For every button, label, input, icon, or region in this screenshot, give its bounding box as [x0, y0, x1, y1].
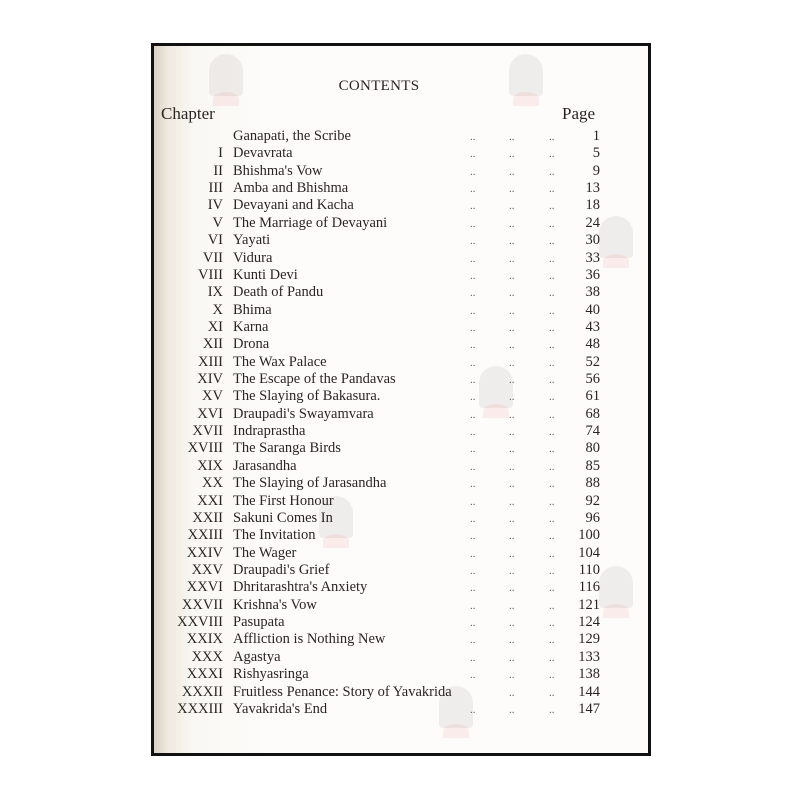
chapter-number: IX — [207, 284, 223, 301]
chapter-title: Yavakrida's End — [233, 700, 328, 717]
dot-leader: .. — [509, 252, 515, 265]
contents-entry — [154, 475, 648, 492]
page-number: 92 — [585, 492, 600, 509]
dot-leader: .. — [470, 669, 476, 682]
chapter-title: The Slaying of Bakasura. — [233, 388, 381, 405]
dot-leader: .. — [549, 304, 555, 317]
page-number: 1 — [592, 128, 600, 144]
dot-leader: .. — [470, 339, 476, 352]
contents-entry — [154, 371, 648, 388]
dot-leader: .. — [470, 582, 476, 595]
page-number: 100 — [578, 527, 600, 544]
page-number: 30 — [585, 232, 600, 249]
dot-leader: .. — [549, 617, 555, 630]
page-number: 85 — [585, 457, 600, 474]
dot-leader: .. — [509, 512, 515, 525]
dot-leader: .. — [509, 200, 515, 213]
dot-leader: .. — [549, 634, 555, 647]
contents-entry — [154, 284, 648, 301]
contents-entry — [154, 579, 648, 596]
chapter-number: XIX — [197, 457, 223, 474]
dot-leader: .. — [549, 356, 555, 369]
chapter-number: XVIII — [187, 440, 223, 457]
contents-entry — [154, 440, 648, 457]
page-number: 48 — [585, 336, 600, 353]
page-number: 88 — [585, 475, 600, 492]
dot-leader: .. — [470, 356, 476, 369]
dot-leader: .. — [549, 478, 555, 491]
page-number: 33 — [585, 249, 600, 266]
dot-leader: .. — [549, 512, 555, 525]
chapter-number: XXXI — [186, 666, 223, 683]
page-number: 68 — [585, 405, 600, 422]
dot-leader: .. — [509, 617, 515, 630]
chapter-number: XI — [207, 318, 223, 335]
chapter-number: XX — [202, 475, 223, 492]
dot-leader: .. — [549, 148, 555, 161]
chapter-title: Vidura — [233, 249, 273, 266]
dot-leader: .. — [509, 235, 515, 248]
chapter-number: V — [212, 214, 223, 231]
dot-leader: .. — [470, 304, 476, 317]
dot-leader: .. — [470, 495, 476, 508]
page-number: 36 — [585, 266, 600, 283]
chapter-title: Fruitless Penance: Story of Yavakrida — [233, 683, 452, 700]
dot-leader: .. — [549, 530, 555, 543]
contents-entry — [154, 684, 648, 701]
contents-entry — [154, 336, 648, 353]
contents-entry — [154, 597, 648, 614]
dot-leader: .. — [549, 131, 555, 143]
dot-leader: .. — [509, 547, 515, 560]
chapter-number: XV — [202, 388, 223, 405]
dot-leader: .. — [470, 391, 476, 404]
page-number: 96 — [585, 509, 600, 526]
dot-leader: .. — [509, 703, 515, 716]
chapter-title: Ganapati, the Scribe — [233, 128, 351, 144]
dot-leader: .. — [549, 686, 555, 699]
dot-leader: .. — [549, 200, 555, 213]
contents-entry — [154, 649, 648, 666]
page-title: CONTENTS — [338, 78, 420, 94]
chapter-number: XXI — [197, 492, 223, 509]
page-number: 9 — [592, 162, 600, 179]
chapter-title: Krishna's Vow — [233, 596, 317, 613]
contents-entry — [154, 458, 648, 475]
page-number: 138 — [578, 666, 600, 683]
chapter-title: Death of Pandu — [233, 284, 324, 301]
dot-leader: .. — [509, 530, 515, 543]
page-number: 110 — [578, 562, 600, 578]
dot-leader: .. — [470, 408, 476, 421]
dot-leader: .. — [549, 408, 555, 421]
dot-leader: .. — [509, 460, 515, 473]
chapter-title: The Marriage of Devayani — [233, 214, 388, 231]
dot-leader: .. — [470, 165, 476, 178]
chapter-number: XVI — [197, 405, 223, 422]
contents-entry — [154, 701, 648, 718]
chapter-number: II — [213, 162, 223, 179]
contents-entry — [154, 562, 648, 579]
dot-leader: .. — [549, 339, 555, 352]
chapter-title: Indraprastha — [233, 423, 306, 440]
chapter-title: The Wax Palace — [233, 353, 327, 370]
chapter-title: Sakuni Comes In — [233, 509, 333, 526]
chapter-number: XXVI — [186, 579, 223, 596]
page-column-header: Page — [562, 104, 596, 123]
page-number: 56 — [585, 371, 600, 388]
contents-entry — [154, 614, 648, 631]
dot-leader: .. — [509, 287, 515, 300]
chapter-number: XIII — [198, 353, 223, 370]
page-number: 18 — [585, 197, 600, 214]
contents-entry — [154, 180, 648, 197]
dot-leader: .. — [549, 374, 555, 387]
chapter-column-header: Chapter — [161, 104, 215, 123]
contents-entry — [154, 145, 648, 162]
dot-leader: .. — [549, 426, 555, 439]
dot-leader: .. — [470, 634, 476, 647]
dot-leader: .. — [509, 495, 515, 508]
chapter-title: Agastya — [233, 648, 281, 665]
dot-leader: .. — [509, 478, 515, 491]
chapter-number: XIV — [197, 371, 223, 388]
dot-leader: .. — [549, 252, 555, 265]
contents-entry — [154, 631, 648, 648]
chapter-number: XXVIII — [177, 614, 223, 631]
dot-leader: .. — [470, 512, 476, 525]
chapter-number: VIII — [198, 266, 223, 283]
dot-leader: .. — [509, 686, 515, 699]
dot-leader: .. — [470, 217, 476, 230]
dot-leader: .. — [549, 565, 555, 577]
dot-leader: .. — [470, 426, 476, 439]
chapter-title: Karna — [233, 318, 269, 335]
chapter-title: The First Honour — [233, 492, 334, 509]
page-number: 13 — [585, 180, 600, 197]
dot-leader: .. — [549, 321, 555, 334]
dot-leader: .. — [470, 651, 476, 664]
dot-leader: .. — [509, 183, 515, 196]
dot-leader: .. — [549, 443, 555, 456]
dot-leader: .. — [549, 269, 555, 282]
chapter-number: XXIII — [187, 527, 223, 544]
dot-leader: .. — [509, 304, 515, 317]
dot-leader: .. — [470, 252, 476, 265]
contents-entry — [154, 388, 648, 405]
dot-leader: .. — [470, 443, 476, 456]
chapter-number: XXXII — [181, 683, 223, 700]
dot-leader: .. — [470, 530, 476, 543]
chapter-title: Jarasandha — [233, 457, 297, 474]
dot-leader: .. — [470, 269, 476, 282]
page-number: 133 — [578, 648, 600, 665]
dot-leader: .. — [470, 478, 476, 491]
dot-leader: .. — [549, 669, 555, 682]
dot-leader: .. — [549, 217, 555, 230]
page-number: 24 — [585, 214, 600, 231]
page-number: 121 — [578, 596, 600, 613]
chapter-title: The Saranga Birds — [233, 440, 341, 457]
dot-leader: .. — [549, 235, 555, 248]
page-number: 116 — [578, 579, 600, 596]
chapter-number: III — [208, 180, 223, 197]
page-number: 40 — [585, 301, 600, 318]
chapter-number: XII — [202, 336, 223, 353]
chapter-number: XXXIII — [177, 700, 223, 717]
contents-entry — [154, 267, 648, 284]
dot-leader: .. — [509, 669, 515, 682]
chapter-title: The Wager — [233, 544, 297, 561]
dot-leader: .. — [549, 460, 555, 473]
dot-leader: .. — [549, 391, 555, 404]
contents-entry — [154, 319, 648, 336]
dot-leader: .. — [470, 183, 476, 196]
contents-entry — [154, 163, 648, 180]
dot-leader: .. — [470, 321, 476, 334]
chapter-number: I — [218, 145, 223, 162]
chapter-number: XXV — [191, 562, 223, 578]
contents-entry — [154, 354, 648, 371]
contents-entry — [154, 232, 648, 249]
dot-leader: .. — [509, 443, 515, 456]
dot-leader: .. — [509, 634, 515, 647]
contents-entry — [154, 197, 648, 214]
dot-leader: .. — [549, 547, 555, 560]
chapter-title: The Slaying of Jarasandha — [233, 475, 387, 492]
dot-leader: .. — [509, 131, 515, 143]
dot-leader: .. — [509, 426, 515, 439]
chapter-title: Yayati — [233, 232, 271, 249]
chapter-number: VI — [207, 232, 223, 249]
dot-leader: .. — [549, 651, 555, 664]
page-number: 43 — [585, 318, 600, 335]
dot-leader: .. — [509, 148, 515, 161]
dot-leader: .. — [470, 565, 476, 577]
dot-leader: .. — [470, 374, 476, 387]
dot-leader: .. — [509, 356, 515, 369]
dot-leader: .. — [509, 565, 515, 577]
page-number: 5 — [592, 145, 600, 162]
chapter-number: VII — [202, 249, 223, 266]
chapter-number: XXVII — [181, 596, 223, 613]
dot-leader: .. — [509, 408, 515, 421]
dot-leader: .. — [509, 217, 515, 230]
dot-leader: .. — [470, 131, 476, 143]
chapter-number: XXII — [192, 509, 223, 526]
dot-leader: .. — [549, 287, 555, 300]
contents-entry — [154, 406, 648, 423]
dot-leader: .. — [470, 148, 476, 161]
page-number: 129 — [578, 631, 600, 648]
dot-leader: .. — [509, 599, 515, 612]
chapter-title: Devavrata — [233, 145, 293, 162]
contents-entry — [154, 527, 648, 544]
dot-leader: .. — [509, 321, 515, 334]
dot-leader: .. — [509, 582, 515, 595]
dot-leader: .. — [509, 374, 515, 387]
dot-leader: .. — [509, 339, 515, 352]
dot-leader: .. — [470, 547, 476, 560]
chapter-number: X — [212, 301, 223, 318]
chapter-title: Draupadi's Grief — [233, 562, 330, 578]
dot-leader: .. — [509, 165, 515, 178]
page-number: 61 — [585, 388, 600, 405]
dot-leader: .. — [509, 269, 515, 282]
page-number: 144 — [578, 683, 600, 700]
contents-entry — [154, 545, 648, 562]
dot-leader: .. — [549, 165, 555, 178]
dot-leader: .. — [470, 200, 476, 213]
dot-leader: .. — [549, 582, 555, 595]
chapter-number: XXX — [191, 648, 223, 665]
chapter-number: XXIX — [186, 631, 223, 648]
dot-leader: .. — [470, 599, 476, 612]
page-number: 38 — [585, 284, 600, 301]
dot-leader: .. — [509, 391, 515, 404]
dot-leader: .. — [549, 703, 555, 716]
chapter-title: Affliction is Nothing New — [233, 631, 386, 648]
contents-entry — [154, 302, 648, 319]
dot-leader: .. — [470, 703, 476, 716]
page-number: 80 — [585, 440, 600, 457]
dot-leader: .. — [549, 495, 555, 508]
dot-leader: .. — [470, 287, 476, 300]
contents-entry — [154, 128, 648, 145]
dot-leader: .. — [470, 617, 476, 630]
dot-leader: .. — [549, 183, 555, 196]
contents-entry — [154, 215, 648, 232]
chapter-title: Dhritarashtra's Anxiety — [233, 579, 368, 596]
chapter-title: The Escape of the Pandavas — [233, 371, 396, 388]
chapter-title: Pasupata — [233, 614, 285, 631]
page-number: 74 — [585, 423, 600, 440]
chapter-title: Drona — [233, 336, 270, 353]
chapter-title: Devayani and Kacha — [233, 197, 354, 214]
chapter-title: Draupadi's Swayamvara — [233, 405, 374, 422]
dot-leader: .. — [549, 599, 555, 612]
contents-entry — [154, 666, 648, 683]
contents-entry — [154, 423, 648, 440]
chapter-title: Amba and Bhishma — [233, 180, 349, 197]
contents-page — [151, 43, 651, 756]
chapter-number: XXIV — [186, 544, 223, 561]
chapter-number: XVII — [192, 423, 223, 440]
contents-entry — [154, 510, 648, 527]
chapter-number: IV — [207, 197, 223, 214]
page-number: 147 — [578, 700, 600, 717]
chapter-title: Bhishma's Vow — [233, 162, 323, 179]
contents-entry — [154, 493, 648, 510]
page-number: 104 — [578, 544, 600, 561]
chapter-title: The Invitation — [233, 527, 316, 544]
chapter-title: Rishyasringa — [233, 666, 309, 683]
dot-leader: .. — [470, 235, 476, 248]
page-number: 52 — [585, 353, 600, 370]
dot-leader: .. — [470, 460, 476, 473]
page-number: 124 — [578, 614, 600, 631]
dot-leader: .. — [509, 651, 515, 664]
contents-entry — [154, 250, 648, 267]
chapter-title: Kunti Devi — [233, 266, 298, 283]
chapter-title: Bhima — [233, 301, 272, 318]
